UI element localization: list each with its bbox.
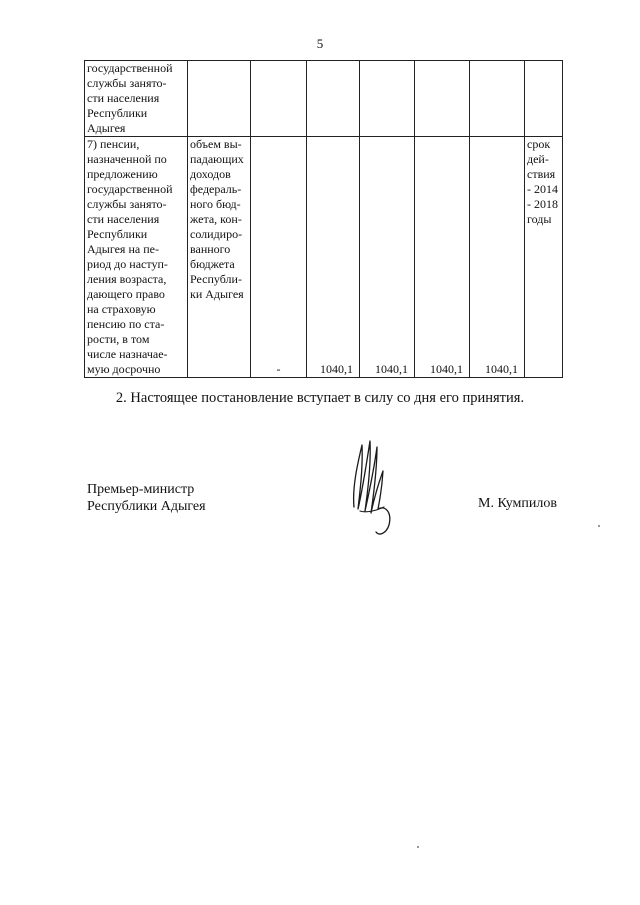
cell-text: срок дей- ствия - 2014 - 2018 годы xyxy=(527,137,558,226)
cell-text: объем вы- падающих доходов федераль- ного бюд- жета, кон- солидиро- ванного бюджета Республи- ки Адыгея xyxy=(190,137,244,301)
decree-paragraph: 2. Настоящее постановление вступает в силу со дня его принятия. xyxy=(115,390,525,406)
cell-value: 1040,1 xyxy=(375,362,408,376)
scan-speck xyxy=(598,525,600,527)
scan-speck xyxy=(417,846,419,848)
table-cell xyxy=(85,137,188,378)
table-cell xyxy=(251,137,307,378)
signatory-name: М. Кумпилов xyxy=(478,496,557,511)
cell-text: государственной службы занято- сти населения Республики Адыгея xyxy=(87,61,173,135)
cell-value: - xyxy=(276,362,281,376)
cell-value: 1040,1 xyxy=(430,362,463,376)
table-cell xyxy=(525,61,563,137)
page-number: 5 xyxy=(316,36,324,51)
budget-table xyxy=(84,60,563,378)
table-cell xyxy=(360,61,415,137)
cell-value: 1040,1 xyxy=(485,362,518,376)
table-cell xyxy=(188,61,251,137)
table-cell xyxy=(85,61,188,137)
table-row xyxy=(85,61,563,137)
position-line: Премьер-министр xyxy=(87,482,195,497)
handwritten-signature xyxy=(346,437,406,537)
cell-text: 7) пенсии, назначенной по предложению государственной службы занято- сти населения Республики Адыгея на пе- риод до наступ- ления возраста, дающего право на страховую пенсию по ста- рости, в том числе назначае- мую досрочно xyxy=(87,137,173,376)
cell-value: 1040,1 xyxy=(320,362,353,376)
table-cell xyxy=(188,137,251,378)
table-cell xyxy=(470,137,525,378)
table-cell xyxy=(251,61,307,137)
table-cell xyxy=(415,137,470,378)
table-cell xyxy=(360,137,415,378)
table-cell xyxy=(525,137,563,378)
table-row xyxy=(85,137,563,378)
table-cell xyxy=(307,61,360,137)
signatory-position xyxy=(87,481,206,515)
table-cell xyxy=(415,61,470,137)
table-cell xyxy=(470,61,525,137)
table-cell xyxy=(307,137,360,378)
position-line: Республики Адыгея xyxy=(87,499,206,514)
